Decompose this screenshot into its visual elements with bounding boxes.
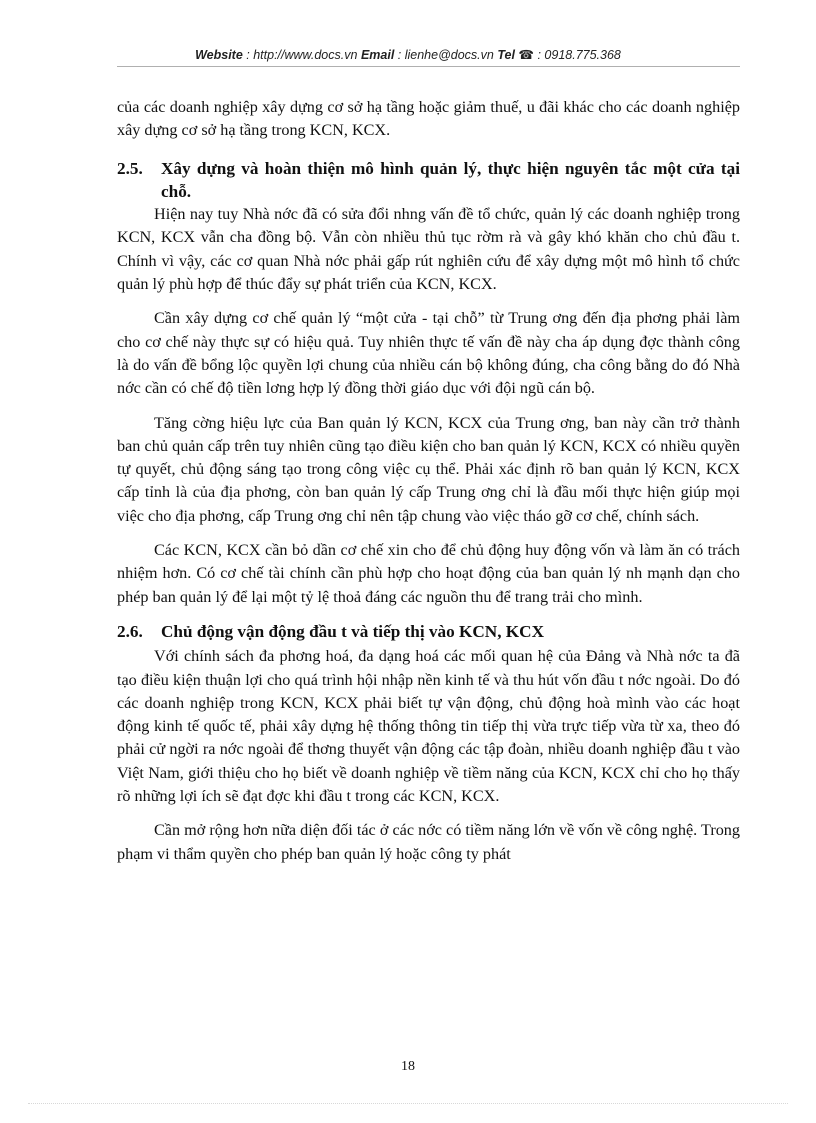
intro-paragraph: của các doanh nghiệp xây dựng cơ sở hạ tầng hoặc giảm thuế, u đãi khác cho các doanh nghiệp xây dựng cơ sở hạ tầng trong KCN, KCX.	[117, 98, 740, 140]
section-heading-2-6	[117, 620, 740, 643]
section-number: 2.6.	[117, 621, 143, 641]
section-title: Chủ động vận động đầu t và tiếp thị vào KCN, KCX	[161, 621, 544, 641]
website-value: : http://www.docs.vn	[246, 48, 358, 62]
paragraph: Cần xây dựng cơ chế quản lý “một cửa - tại chỗ” từ Trung ơng đến địa phơng phải làm cho cơ chế này thực sự có hiệu quả. Tuy nhiên thực tế vấn đề này cha áp dụng đợc thành công là do vấn đề bổng lộc quyền lợi chung của nhiều cán bộ không đúng, cha công bằng do đó Nhà nớc cần có chế độ tiền lơng hợp lý đồng thời giáo dục với đội ngũ cán bộ.	[117, 309, 740, 398]
paragraph: Các KCN, KCX cần bỏ dần cơ chế xin cho để chủ động huy động vốn và làm ăn có trách nhiệm hơn. Có cơ chế tài chính cần phù hợp cho hoạt động của ban quản lý nh mạnh dạn cho phép ban quản lý để lại một tỷ lệ thoả đáng các nguồn thu để trang trải cho mình.	[117, 541, 740, 606]
header-divider	[117, 66, 740, 67]
section-heading-2-5	[117, 157, 740, 204]
section-title: Xây dựng và hoàn thiện mô hình quản lý, thực hiện nguyên tắc một cửa tại chỗ.	[161, 158, 740, 201]
email-value: : lienhe@docs.vn	[397, 48, 494, 62]
page-header	[0, 47, 816, 62]
tel-label: Tel ☎	[497, 48, 534, 62]
paragraph: Tăng cờng hiệu lực của Ban quản lý KCN, KCX của Trung ơng, ban này cần trở thành ban chủ quản cấp trên tuy nhiên cũng tạo điều kiện cho ban quản lý KCN, KCX có nhiều quyền tự quyết, chủ động sáng tạo trong công việc cụ thể. Phải xác định rõ ban quản lý KCN, KCX cấp tỉnh là của địa phơng, còn ban quản lý cấp Trung ơng chỉ là đầu mối thực hiện giúp mọi việc cho địa phơng, cấp Trung ơng chỉ nên tập chung vào việc tháo gỡ cơ chế, chính sách.	[117, 413, 740, 525]
page-bottom-border	[28, 1103, 788, 1104]
paragraph: Với chính sách đa phơng hoá, đa dạng hoá các mối quan hệ của Đảng và Nhà nớc ta đã tạo điều kiện thuận lợi cho quá trình hội nhập nền kinh tế và thu hút vốn đầu t nớc ngoài. Do đó các doanh nghiệp trong KCN, KCX phải biết tự vận động, chủ động hoà mình vào các hoạt động kinh tế quốc tế, phải xây dựng hệ thống thông tin tiếp thị vừa trực tiếp vừa từ xa, theo đó phải cử ngời ra nớc ngoài để thơng thuyết vận động các tập đoàn, nhiều doanh nghiệp đầu t vào Việt Nam, giới thiệu cho họ biết về doanh nghiệp về tiềm năng của KCN, KCX chỉ cho họ thấy rõ những lợi ích sẽ đạt đợc khi đầu t trong các KCN, KCX.	[117, 647, 740, 806]
document-body	[117, 96, 740, 877]
tel-value: : 0918.775.368	[537, 48, 621, 62]
email-label: Email	[360, 48, 395, 62]
section-number: 2.5.	[117, 158, 143, 178]
paragraph: Hiện nay tuy Nhà nớc đã có sửa đổi nhng vấn đề tổ chức, quản lý các doanh nghiệp trong KCN, KCX vẫn cha đồng bộ. Vẫn còn nhiều thủ tục rờm rà và gây khó khăn cho chủ đầu t. Chính vì vậy, các cơ quan Nhà nớc phải gấp rút nghiên cứu để xây dựng một mô hình tổ chức quản lý phù hợp để thúc đẩy sự phát triển của KCN, KCX.	[117, 205, 740, 294]
page-number: 18	[401, 1059, 415, 1074]
paragraph: Cần mở rộng hơn nữa diện đối tác ở các nớc có tiềm năng lớn về vốn về công nghệ. Trong phạm vi thẩm quyền cho phép ban quản lý hoặc công ty phát	[117, 821, 740, 863]
website-label: Website	[195, 48, 243, 62]
